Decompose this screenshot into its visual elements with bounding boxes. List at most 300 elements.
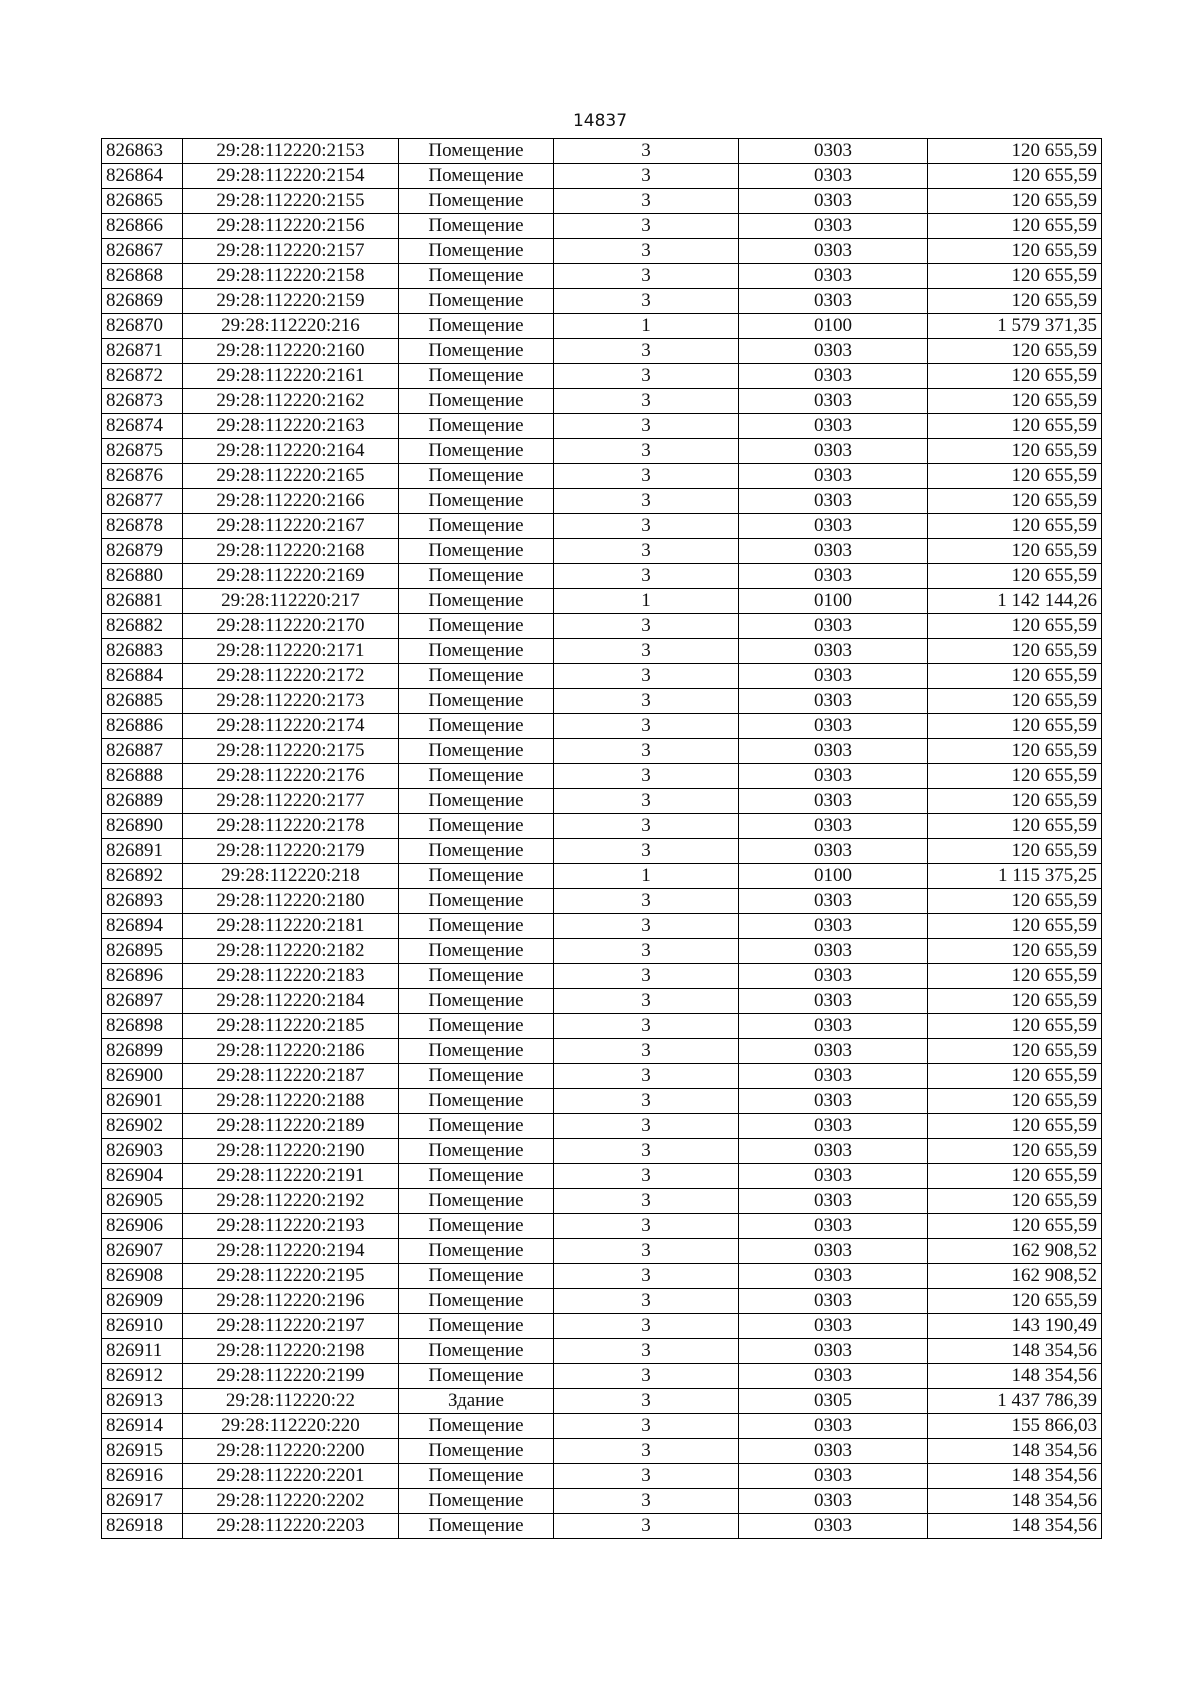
row-number-cell: 826910 <box>102 1314 183 1339</box>
cadastral-number-cell: 29:28:112220:2185 <box>183 1014 399 1039</box>
code-cell: 0303 <box>739 489 928 514</box>
group-cell: 3 <box>554 264 739 289</box>
code-cell: 0303 <box>739 1089 928 1114</box>
table-row <box>102 1464 1102 1489</box>
table-row <box>102 1039 1102 1064</box>
cadastral-number-cell: 29:28:112220:2195 <box>183 1264 399 1289</box>
cadastral-value-cell: 1 142 144,26 <box>928 589 1102 614</box>
cadastral-value-cell: 120 655,59 <box>928 289 1102 314</box>
row-number-cell: 826914 <box>102 1414 183 1439</box>
table-row <box>102 414 1102 439</box>
object-type-cell: Помещение <box>399 1239 554 1264</box>
cadastral-number-cell: 29:28:112220:2203 <box>183 1514 399 1539</box>
group-cell: 1 <box>554 314 739 339</box>
cadastral-value-cell: 120 655,59 <box>928 1189 1102 1214</box>
row-number-cell: 826907 <box>102 1239 183 1264</box>
group-cell: 3 <box>554 689 739 714</box>
table-row <box>102 489 1102 514</box>
group-cell: 3 <box>554 1314 739 1339</box>
cadastral-value-cell: 120 655,59 <box>928 889 1102 914</box>
object-type-cell: Помещение <box>399 614 554 639</box>
table-row <box>102 314 1102 339</box>
group-cell: 3 <box>554 889 739 914</box>
code-cell: 0303 <box>739 614 928 639</box>
table-row <box>102 664 1102 689</box>
code-cell: 0303 <box>739 389 928 414</box>
object-type-cell: Помещение <box>399 889 554 914</box>
code-cell: 0303 <box>739 1439 928 1464</box>
row-number-cell: 826888 <box>102 764 183 789</box>
object-type-cell: Помещение <box>399 914 554 939</box>
cadastral-number-cell: 29:28:112220:2153 <box>183 139 399 164</box>
object-type-cell: Помещение <box>399 514 554 539</box>
object-type-cell: Помещение <box>399 1489 554 1514</box>
cadastral-value-cell: 120 655,59 <box>928 764 1102 789</box>
group-cell: 3 <box>554 914 739 939</box>
table-row <box>102 1239 1102 1264</box>
cadastral-number-cell: 29:28:112220:220 <box>183 1414 399 1439</box>
row-number-cell: 826904 <box>102 1164 183 1189</box>
group-cell: 3 <box>554 1489 739 1514</box>
code-cell: 0303 <box>739 439 928 464</box>
object-type-cell: Помещение <box>399 414 554 439</box>
cadastral-number-cell: 29:28:112220:2160 <box>183 339 399 364</box>
cadastral-value-cell: 120 655,59 <box>928 364 1102 389</box>
cadastral-number-cell: 29:28:112220:2163 <box>183 414 399 439</box>
code-cell: 0303 <box>739 639 928 664</box>
code-cell: 0305 <box>739 1389 928 1414</box>
row-number-cell: 826879 <box>102 539 183 564</box>
row-number-cell: 826876 <box>102 464 183 489</box>
cadastral-number-cell: 29:28:112220:217 <box>183 589 399 614</box>
cadastral-number-cell: 29:28:112220:2155 <box>183 189 399 214</box>
cadastral-number-cell: 29:28:112220:2189 <box>183 1114 399 1139</box>
code-cell: 0303 <box>739 1489 928 1514</box>
object-type-cell: Помещение <box>399 1214 554 1239</box>
cadastral-number-cell: 29:28:112220:2156 <box>183 214 399 239</box>
object-type-cell: Помещение <box>399 1339 554 1364</box>
table-row <box>102 964 1102 989</box>
cadastral-value-cell: 120 655,59 <box>928 389 1102 414</box>
code-cell: 0303 <box>739 1339 928 1364</box>
table-row <box>102 1114 1102 1139</box>
cadastral-value-cell: 120 655,59 <box>928 639 1102 664</box>
group-cell: 3 <box>554 764 739 789</box>
cadastral-value-cell: 120 655,59 <box>928 139 1102 164</box>
cadastral-value-cell: 120 655,59 <box>928 839 1102 864</box>
code-cell: 0303 <box>739 1064 928 1089</box>
code-cell: 0303 <box>739 1164 928 1189</box>
cadastral-value-cell: 120 655,59 <box>928 1164 1102 1189</box>
object-type-cell: Помещение <box>399 314 554 339</box>
group-cell: 3 <box>554 514 739 539</box>
table-row <box>102 1439 1102 1464</box>
group-cell: 3 <box>554 239 739 264</box>
cadastral-value-cell: 120 655,59 <box>928 1289 1102 1314</box>
cadastral-value-cell: 120 655,59 <box>928 689 1102 714</box>
code-cell: 0303 <box>739 739 928 764</box>
object-type-cell: Помещение <box>399 264 554 289</box>
object-type-cell: Помещение <box>399 1064 554 1089</box>
code-cell: 0303 <box>739 839 928 864</box>
cadastral-number-cell: 29:28:112220:2180 <box>183 889 399 914</box>
code-cell: 0303 <box>739 164 928 189</box>
cadastral-number-cell: 29:28:112220:2196 <box>183 1289 399 1314</box>
row-number-cell: 826865 <box>102 189 183 214</box>
cadastral-number-cell: 29:28:112220:2194 <box>183 1239 399 1264</box>
code-cell: 0303 <box>739 1114 928 1139</box>
cadastral-value-cell: 120 655,59 <box>928 939 1102 964</box>
row-number-cell: 826868 <box>102 264 183 289</box>
cadastral-value-cell: 120 655,59 <box>928 339 1102 364</box>
cadastral-number-cell: 29:28:112220:2167 <box>183 514 399 539</box>
object-type-cell: Помещение <box>399 739 554 764</box>
code-cell: 0303 <box>739 939 928 964</box>
cadastral-value-cell: 155 866,03 <box>928 1414 1102 1439</box>
group-cell: 3 <box>554 1189 739 1214</box>
table-row <box>102 1189 1102 1214</box>
cadastral-number-cell: 29:28:112220:2197 <box>183 1314 399 1339</box>
cadastral-value-cell: 120 655,59 <box>928 1139 1102 1164</box>
row-number-cell: 826908 <box>102 1264 183 1289</box>
table-row <box>102 1064 1102 1089</box>
table-row <box>102 139 1102 164</box>
code-cell: 0303 <box>739 464 928 489</box>
row-number-cell: 826875 <box>102 439 183 464</box>
code-cell: 0303 <box>739 264 928 289</box>
cadastral-number-cell: 29:28:112220:2199 <box>183 1364 399 1389</box>
table-row <box>102 514 1102 539</box>
cadastral-number-cell: 29:28:112220:2159 <box>183 289 399 314</box>
code-cell: 0303 <box>739 789 928 814</box>
table-row <box>102 1389 1102 1414</box>
cadastral-number-cell: 29:28:112220:2162 <box>183 389 399 414</box>
cadastral-number-cell: 29:28:112220:2174 <box>183 714 399 739</box>
cadastral-number-cell: 29:28:112220:2187 <box>183 1064 399 1089</box>
cadastral-number-cell: 29:28:112220:2170 <box>183 614 399 639</box>
cadastral-number-cell: 29:28:112220:2182 <box>183 939 399 964</box>
code-cell: 0303 <box>739 664 928 689</box>
row-number-cell: 826870 <box>102 314 183 339</box>
table-row <box>102 189 1102 214</box>
row-number-cell: 826884 <box>102 664 183 689</box>
cadastral-value-cell: 120 655,59 <box>928 414 1102 439</box>
row-number-cell: 826889 <box>102 789 183 814</box>
row-number-cell: 826887 <box>102 739 183 764</box>
group-cell: 3 <box>554 1139 739 1164</box>
table-row <box>102 464 1102 489</box>
cadastral-value-cell: 143 190,49 <box>928 1314 1102 1339</box>
group-cell: 3 <box>554 739 739 764</box>
code-cell: 0303 <box>739 1189 928 1214</box>
group-cell: 3 <box>554 789 739 814</box>
object-type-cell: Помещение <box>399 289 554 314</box>
table-row <box>102 939 1102 964</box>
table-row <box>102 1339 1102 1364</box>
group-cell: 3 <box>554 189 739 214</box>
table-row <box>102 1139 1102 1164</box>
cadastral-number-cell: 29:28:112220:2165 <box>183 464 399 489</box>
code-cell: 0303 <box>739 539 928 564</box>
object-type-cell: Помещение <box>399 139 554 164</box>
code-cell: 0303 <box>739 414 928 439</box>
code-cell: 0303 <box>739 914 928 939</box>
cadastral-value-cell: 120 655,59 <box>928 914 1102 939</box>
table-row <box>102 614 1102 639</box>
object-type-cell: Помещение <box>399 1414 554 1439</box>
cadastral-number-cell: 29:28:112220:2164 <box>183 439 399 464</box>
group-cell: 3 <box>554 1164 739 1189</box>
group-cell: 1 <box>554 589 739 614</box>
table-row <box>102 1514 1102 1539</box>
code-cell: 0303 <box>739 989 928 1014</box>
table-row <box>102 1089 1102 1114</box>
object-type-cell: Помещение <box>399 214 554 239</box>
table-row <box>102 539 1102 564</box>
code-cell: 0303 <box>739 1239 928 1264</box>
group-cell: 3 <box>554 289 739 314</box>
group-cell: 3 <box>554 164 739 189</box>
code-cell: 0100 <box>739 864 928 889</box>
group-cell: 3 <box>554 439 739 464</box>
object-type-cell: Помещение <box>399 389 554 414</box>
table-row <box>102 1414 1102 1439</box>
row-number-cell: 826911 <box>102 1339 183 1364</box>
object-type-cell: Помещение <box>399 964 554 989</box>
code-cell: 0303 <box>739 714 928 739</box>
row-number-cell: 826869 <box>102 289 183 314</box>
row-number-cell: 826909 <box>102 1289 183 1314</box>
table-row <box>102 689 1102 714</box>
cadastral-number-cell: 29:28:112220:2177 <box>183 789 399 814</box>
row-number-cell: 826883 <box>102 639 183 664</box>
cadastral-value-cell: 120 655,59 <box>928 539 1102 564</box>
code-cell: 0303 <box>739 764 928 789</box>
row-number-cell: 826902 <box>102 1114 183 1139</box>
object-type-cell: Помещение <box>399 1464 554 1489</box>
code-cell: 0303 <box>739 364 928 389</box>
row-number-cell: 826913 <box>102 1389 183 1414</box>
object-type-cell: Помещение <box>399 814 554 839</box>
code-cell: 0303 <box>739 1514 928 1539</box>
table-row <box>102 339 1102 364</box>
group-cell: 3 <box>554 389 739 414</box>
row-number-cell: 826898 <box>102 1014 183 1039</box>
cadastral-value-cell: 120 655,59 <box>928 814 1102 839</box>
row-number-cell: 826912 <box>102 1364 183 1389</box>
group-cell: 3 <box>554 1264 739 1289</box>
cadastral-number-cell: 29:28:112220:216 <box>183 314 399 339</box>
cadastral-number-cell: 29:28:112220:2178 <box>183 814 399 839</box>
object-type-cell: Помещение <box>399 1114 554 1139</box>
cadastral-value-cell: 120 655,59 <box>928 739 1102 764</box>
object-type-cell: Помещение <box>399 539 554 564</box>
cadastral-value-cell: 120 655,59 <box>928 464 1102 489</box>
code-cell: 0303 <box>739 964 928 989</box>
code-cell: 0303 <box>739 564 928 589</box>
row-number-cell: 826917 <box>102 1489 183 1514</box>
object-type-cell: Помещение <box>399 989 554 1014</box>
row-number-cell: 826916 <box>102 1464 183 1489</box>
cadastral-value-cell: 148 354,56 <box>928 1364 1102 1389</box>
object-type-cell: Помещение <box>399 1139 554 1164</box>
code-cell: 0100 <box>739 589 928 614</box>
group-cell: 3 <box>554 339 739 364</box>
group-cell: 3 <box>554 564 739 589</box>
cadastral-number-cell: 29:28:112220:2176 <box>183 764 399 789</box>
code-cell: 0303 <box>739 1414 928 1439</box>
table-row <box>102 564 1102 589</box>
group-cell: 3 <box>554 964 739 989</box>
code-cell: 0303 <box>739 139 928 164</box>
table-row <box>102 714 1102 739</box>
group-cell: 3 <box>554 464 739 489</box>
cadastral-number-cell: 29:28:112220:2202 <box>183 1489 399 1514</box>
code-cell: 0303 <box>739 1364 928 1389</box>
cadastral-number-cell: 29:28:112220:2186 <box>183 1039 399 1064</box>
group-cell: 3 <box>554 1339 739 1364</box>
group-cell: 1 <box>554 864 739 889</box>
cadastral-number-cell: 29:28:112220:2201 <box>183 1464 399 1489</box>
group-cell: 3 <box>554 989 739 1014</box>
table-row <box>102 1264 1102 1289</box>
group-cell: 3 <box>554 1439 739 1464</box>
group-cell: 3 <box>554 139 739 164</box>
group-cell: 3 <box>554 1239 739 1264</box>
object-type-cell: Помещение <box>399 439 554 464</box>
row-number-cell: 826891 <box>102 839 183 864</box>
table-row <box>102 214 1102 239</box>
code-cell: 0100 <box>739 314 928 339</box>
group-cell: 3 <box>554 1064 739 1089</box>
table-row <box>102 739 1102 764</box>
table-row <box>102 789 1102 814</box>
row-number-cell: 826871 <box>102 339 183 364</box>
cadastral-number-cell: 29:28:112220:2168 <box>183 539 399 564</box>
cadastral-number-cell: 29:28:112220:2183 <box>183 964 399 989</box>
cadastral-number-cell: 29:28:112220:2175 <box>183 739 399 764</box>
row-number-cell: 826867 <box>102 239 183 264</box>
row-number-cell: 826893 <box>102 889 183 914</box>
group-cell: 3 <box>554 364 739 389</box>
code-cell: 0303 <box>739 514 928 539</box>
object-type-cell: Помещение <box>399 239 554 264</box>
group-cell: 3 <box>554 1214 739 1239</box>
table-row <box>102 639 1102 664</box>
object-type-cell: Помещение <box>399 1014 554 1039</box>
table-row <box>102 1214 1102 1239</box>
code-cell: 0303 <box>739 1264 928 1289</box>
row-number-cell: 826885 <box>102 689 183 714</box>
group-cell: 3 <box>554 214 739 239</box>
cadastral-number-cell: 29:28:112220:2171 <box>183 639 399 664</box>
cadastral-number-cell: 29:28:112220:2190 <box>183 1139 399 1164</box>
code-cell: 0303 <box>739 1464 928 1489</box>
code-cell: 0303 <box>739 289 928 314</box>
object-type-cell: Помещение <box>399 589 554 614</box>
cadastral-number-cell: 29:28:112220:2200 <box>183 1439 399 1464</box>
table-row <box>102 239 1102 264</box>
cadastral-value-cell: 120 655,59 <box>928 1014 1102 1039</box>
group-cell: 3 <box>554 539 739 564</box>
row-number-cell: 826915 <box>102 1439 183 1464</box>
group-cell: 3 <box>554 1364 739 1389</box>
cadastral-value-cell: 120 655,59 <box>928 989 1102 1014</box>
object-type-cell: Помещение <box>399 1514 554 1539</box>
row-number-cell: 826906 <box>102 1214 183 1239</box>
code-cell: 0303 <box>739 1014 928 1039</box>
object-type-cell: Помещение <box>399 714 554 739</box>
cadastral-number-cell: 29:28:112220:2191 <box>183 1164 399 1189</box>
table-row <box>102 1014 1102 1039</box>
cadastral-value-cell: 148 354,56 <box>928 1489 1102 1514</box>
cadastral-value-cell: 120 655,59 <box>928 664 1102 689</box>
object-type-cell: Помещение <box>399 364 554 389</box>
row-number-cell: 826900 <box>102 1064 183 1089</box>
object-type-cell: Помещение <box>399 1439 554 1464</box>
cadastral-value-cell: 120 655,59 <box>928 514 1102 539</box>
code-cell: 0303 <box>739 189 928 214</box>
code-cell: 0303 <box>739 339 928 364</box>
code-cell: 0303 <box>739 1039 928 1064</box>
object-type-cell: Помещение <box>399 189 554 214</box>
cadastral-value-cell: 120 655,59 <box>928 614 1102 639</box>
table-row <box>102 889 1102 914</box>
group-cell: 3 <box>554 1414 739 1439</box>
table-row <box>102 914 1102 939</box>
cadastral-number-cell: 29:28:112220:2173 <box>183 689 399 714</box>
cadastral-number-cell: 29:28:112220:2172 <box>183 664 399 689</box>
group-cell: 3 <box>554 1114 739 1139</box>
row-number-cell: 826918 <box>102 1514 183 1539</box>
table-row <box>102 289 1102 314</box>
group-cell: 3 <box>554 639 739 664</box>
cadastral-value-cell: 120 655,59 <box>928 789 1102 814</box>
row-number-cell: 826864 <box>102 164 183 189</box>
code-cell: 0303 <box>739 1289 928 1314</box>
cadastral-value-cell: 120 655,59 <box>928 1214 1102 1239</box>
row-number-cell: 826882 <box>102 614 183 639</box>
cadastral-value-cell: 148 354,56 <box>928 1464 1102 1489</box>
row-number-cell: 826899 <box>102 1039 183 1064</box>
cadastral-number-cell: 29:28:112220:2154 <box>183 164 399 189</box>
object-type-cell: Помещение <box>399 464 554 489</box>
table-row <box>102 1489 1102 1514</box>
row-number-cell: 826894 <box>102 914 183 939</box>
group-cell: 3 <box>554 839 739 864</box>
object-type-cell: Помещение <box>399 164 554 189</box>
group-cell: 3 <box>554 1514 739 1539</box>
cadastral-value-cell: 1 115 375,25 <box>928 864 1102 889</box>
code-cell: 0303 <box>739 814 928 839</box>
object-type-cell: Помещение <box>399 939 554 964</box>
table-row <box>102 364 1102 389</box>
table-row <box>102 864 1102 889</box>
cadastral-value-cell: 1 437 786,39 <box>928 1389 1102 1414</box>
object-type-cell: Помещение <box>399 1164 554 1189</box>
table-row <box>102 814 1102 839</box>
table-row <box>102 1364 1102 1389</box>
code-cell: 0303 <box>739 214 928 239</box>
group-cell: 3 <box>554 814 739 839</box>
row-number-cell: 826872 <box>102 364 183 389</box>
cadastral-value-cell: 120 655,59 <box>928 1064 1102 1089</box>
table-row <box>102 764 1102 789</box>
object-type-cell: Помещение <box>399 564 554 589</box>
object-type-cell: Помещение <box>399 489 554 514</box>
row-number-cell: 826895 <box>102 939 183 964</box>
group-cell: 3 <box>554 1089 739 1114</box>
